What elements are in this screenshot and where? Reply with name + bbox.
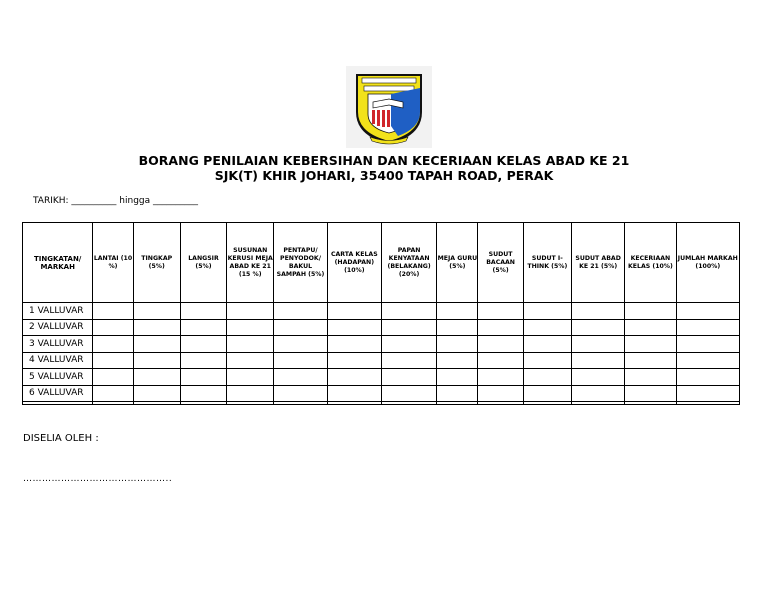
score-cell[interactable] <box>676 336 739 353</box>
score-cell[interactable] <box>437 319 478 336</box>
col-header-class: TINGKATAN/ MARKAH <box>23 223 93 303</box>
col-header-broom-dustpan-bin: PENTAPU/ PENYODOK/ BAKUL SAMPAH (5%) <box>274 223 327 303</box>
score-cell[interactable] <box>478 352 523 369</box>
score-cell[interactable] <box>676 352 739 369</box>
score-cell[interactable] <box>93 385 133 402</box>
table-row <box>23 303 740 320</box>
score-cell[interactable] <box>133 336 180 353</box>
score-cell[interactable] <box>437 352 478 369</box>
score-cell[interactable] <box>571 352 624 369</box>
row-label: 6 VALLUVAR <box>23 385 93 402</box>
score-cell[interactable] <box>571 385 624 402</box>
score-cell[interactable] <box>133 303 180 320</box>
score-cell[interactable] <box>227 303 274 320</box>
score-cell[interactable] <box>180 352 226 369</box>
spacer-cell <box>478 402 523 405</box>
score-cell[interactable] <box>180 369 226 386</box>
score-cell[interactable] <box>227 369 274 386</box>
score-cell[interactable] <box>227 336 274 353</box>
row-label: 4 VALLUVAR <box>23 352 93 369</box>
table-row <box>23 369 740 386</box>
table-row <box>23 385 740 402</box>
score-cell[interactable] <box>274 385 327 402</box>
score-cell[interactable] <box>180 336 226 353</box>
col-header-ithink-corner: SUDUT I-THINK (5%) <box>523 223 571 303</box>
score-cell[interactable] <box>523 336 571 353</box>
score-cell[interactable] <box>93 352 133 369</box>
score-cell[interactable] <box>381 385 436 402</box>
score-cell[interactable] <box>133 385 180 402</box>
score-cell[interactable] <box>523 319 571 336</box>
col-header-desk-arrangement: SUSUNAN KERUSI MEJA ABAD KE 21 (15 %) <box>227 223 274 303</box>
score-cell[interactable] <box>180 319 226 336</box>
score-cell[interactable] <box>676 319 739 336</box>
col-header-reading-corner: SUDUT BACAAN (5%) <box>478 223 523 303</box>
score-cell[interactable] <box>274 303 327 320</box>
score-cell[interactable] <box>227 319 274 336</box>
school-crest-logo <box>346 66 432 148</box>
col-header-window: TINGKAP (5%) <box>133 223 180 303</box>
score-cell[interactable] <box>478 303 523 320</box>
spacer-cell <box>571 402 624 405</box>
score-cell[interactable] <box>327 352 381 369</box>
spacer-cell <box>93 402 133 405</box>
score-cell[interactable] <box>327 336 381 353</box>
score-cell[interactable] <box>327 385 381 402</box>
score-cell[interactable] <box>571 336 624 353</box>
score-cell[interactable] <box>523 369 571 386</box>
score-cell[interactable] <box>478 336 523 353</box>
score-cell[interactable] <box>327 319 381 336</box>
table-bottom-border-row <box>23 402 740 405</box>
score-cell[interactable] <box>625 303 676 320</box>
score-cell[interactable] <box>93 369 133 386</box>
col-header-total-marks: JUMLAH MARKAH (100%) <box>676 223 739 303</box>
spacer-cell <box>180 402 226 405</box>
row-label: 5 VALLUVAR <box>23 369 93 386</box>
spacer-cell <box>133 402 180 405</box>
row-label: 3 VALLUVAR <box>23 336 93 353</box>
form-title: BORANG PENILAIAN KEBERSIHAN DAN KECERIAAN KELAS ABAD KE 21 <box>138 153 630 168</box>
score-cell[interactable] <box>676 303 739 320</box>
score-cell[interactable] <box>676 385 739 402</box>
row-label: 1 VALLUVAR <box>23 303 93 320</box>
score-cell[interactable] <box>625 336 676 353</box>
col-header-class-chart: CARTA KELAS (HADAPAN) (10%) <box>327 223 381 303</box>
score-cell[interactable] <box>381 336 436 353</box>
score-cell[interactable] <box>381 303 436 320</box>
score-cell[interactable] <box>523 385 571 402</box>
score-cell[interactable] <box>478 385 523 402</box>
assessment-table <box>22 222 740 405</box>
score-cell[interactable] <box>93 303 133 320</box>
score-cell[interactable] <box>133 319 180 336</box>
score-cell[interactable] <box>437 303 478 320</box>
score-cell[interactable] <box>274 369 327 386</box>
score-cell[interactable] <box>676 369 739 386</box>
spacer-cell <box>274 402 327 405</box>
score-cell[interactable] <box>381 352 436 369</box>
score-cell[interactable] <box>133 352 180 369</box>
score-cell[interactable] <box>571 303 624 320</box>
score-cell[interactable] <box>327 369 381 386</box>
score-cell[interactable] <box>437 385 478 402</box>
date-field: TARIKH: __________ hingga __________ <box>33 196 198 206</box>
spacer-cell <box>437 402 478 405</box>
score-cell[interactable] <box>180 385 226 402</box>
score-cell[interactable] <box>93 336 133 353</box>
table-row <box>23 336 740 353</box>
score-cell[interactable] <box>133 369 180 386</box>
score-cell[interactable] <box>437 369 478 386</box>
score-cell[interactable] <box>478 319 523 336</box>
score-cell[interactable] <box>625 319 676 336</box>
score-cell[interactable] <box>274 319 327 336</box>
score-cell[interactable] <box>274 352 327 369</box>
score-cell[interactable] <box>381 319 436 336</box>
col-header-notice-board: PAPAN KENYATAAN (BELAKANG) (20%) <box>381 223 436 303</box>
signature-line: ……………………………………….. <box>23 474 173 484</box>
score-cell[interactable] <box>478 369 523 386</box>
table-row <box>23 352 740 369</box>
score-cell[interactable] <box>523 303 571 320</box>
score-cell[interactable] <box>381 369 436 386</box>
score-cell[interactable] <box>274 336 327 353</box>
score-cell[interactable] <box>227 352 274 369</box>
col-header-21st-century-corner: SUDUT ABAD KE 21 (5%) <box>571 223 624 303</box>
score-cell[interactable] <box>625 385 676 402</box>
table-header-row <box>23 223 740 303</box>
supervised-by-label: DISELIA OLEH : <box>23 433 99 444</box>
score-cell[interactable] <box>327 303 381 320</box>
col-header-class-cheerfulness: KECERIAAN KELAS (10%) <box>625 223 676 303</box>
spacer-cell <box>381 402 436 405</box>
row-label: 2 VALLUVAR <box>23 319 93 336</box>
spacer-cell <box>676 402 739 405</box>
spacer-cell <box>23 402 93 405</box>
col-header-curtain: LANGSIR (5%) <box>180 223 226 303</box>
score-cell[interactable] <box>571 319 624 336</box>
score-cell[interactable] <box>437 336 478 353</box>
score-cell[interactable] <box>571 369 624 386</box>
score-cell[interactable] <box>180 303 226 320</box>
school-address: SJK(T) KHIR JOHARI, 35400 TAPAH ROAD, PERAK <box>214 168 554 183</box>
spacer-cell <box>625 402 676 405</box>
score-cell[interactable] <box>523 352 571 369</box>
col-header-teacher-desk: MEJA GURU (5%) <box>437 223 478 303</box>
spacer-cell <box>227 402 274 405</box>
score-cell[interactable] <box>625 352 676 369</box>
score-cell[interactable] <box>227 385 274 402</box>
score-cell[interactable] <box>93 319 133 336</box>
col-header-floor: LANTAI (10 %) <box>93 223 133 303</box>
table-row <box>23 319 740 336</box>
spacer-cell <box>523 402 571 405</box>
spacer-cell <box>327 402 381 405</box>
score-cell[interactable] <box>625 369 676 386</box>
